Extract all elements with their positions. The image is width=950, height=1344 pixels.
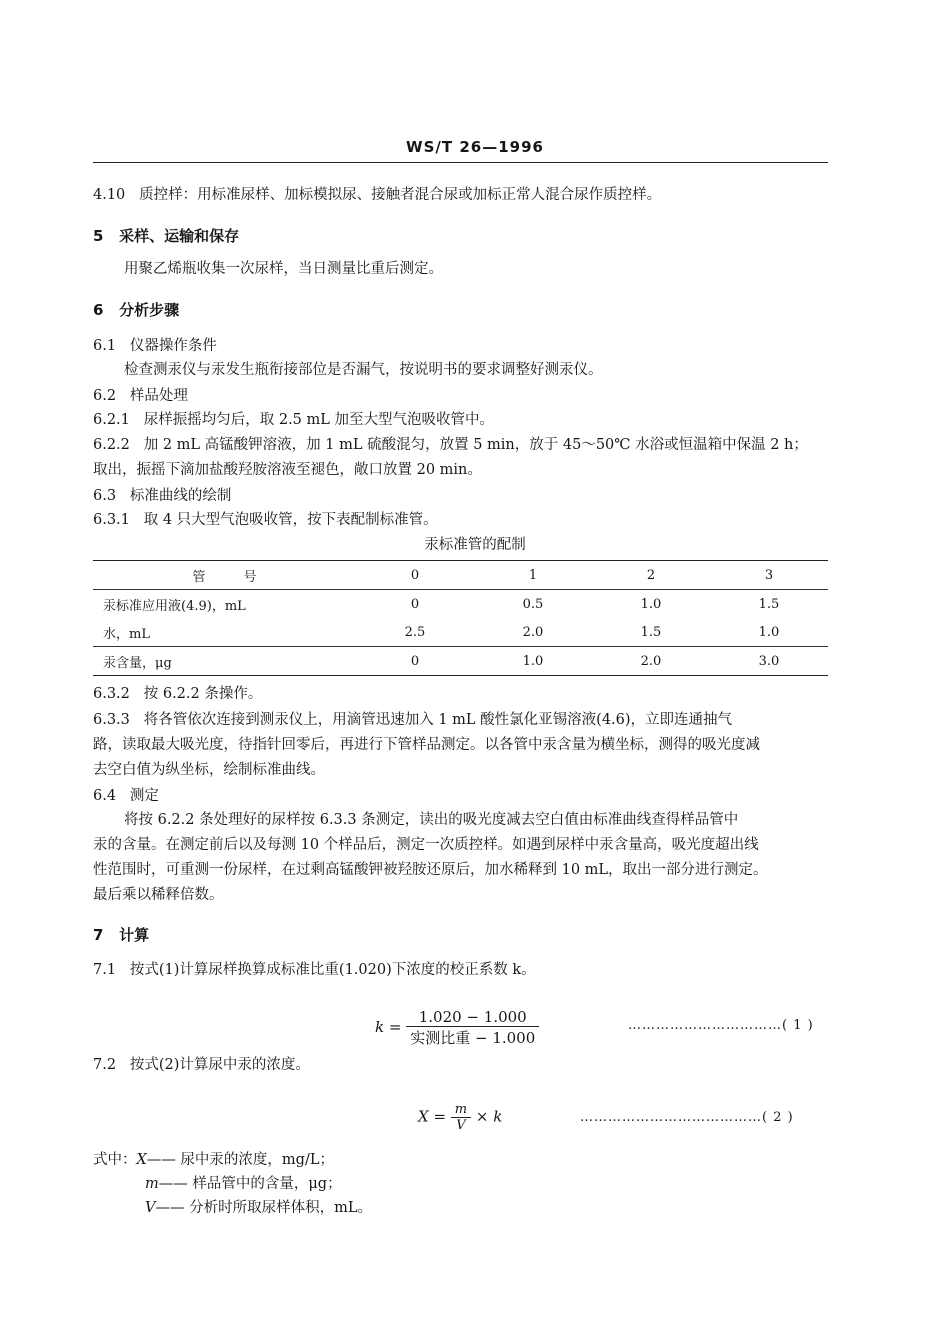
formula-1-fraction xyxy=(406,1008,539,1048)
clause-text: 质控样：用标准尿样、加标模拟尿、接触者混合尿或加标正常人混合尿作质控样。 xyxy=(139,187,662,203)
section-7-heading xyxy=(93,924,149,945)
clause-7-2 xyxy=(93,1055,310,1075)
clause-text: 按式(1)计算尿样换算成标准比重(1.020)下浓度的校正系数 k。 xyxy=(129,962,536,978)
formula-2-number: ( 2 ) xyxy=(762,1110,794,1125)
table-cell: 0 xyxy=(356,590,474,619)
table-row-label: 水，mL xyxy=(103,626,150,642)
clause-6-3-1 xyxy=(93,510,438,530)
formula-2-numerator: m xyxy=(451,1102,471,1118)
clause-title: 样品处理 xyxy=(129,388,188,404)
clause-6-4-line-2: 汞的含量。在测定前后以及每测 10 个样品后，测定一次质控样。如遇到尿样中汞含量高，吸光度超出线 xyxy=(93,837,759,853)
clause-6-3-3-line-3: 去空白值为纵坐标，绘制标准曲线。 xyxy=(93,762,325,778)
table-header-cell: 3 xyxy=(710,561,828,590)
legend-desc: —— 尿中汞的浓度，mg/L； xyxy=(146,1152,334,1168)
formula-2-lhs: X = xyxy=(418,1107,447,1126)
clause-number: 6.2.1 xyxy=(93,412,130,428)
clause-6-2-heading xyxy=(93,386,188,406)
formula-1 xyxy=(375,1008,539,1048)
table-caption: 汞标准管的配制 xyxy=(424,537,526,553)
table-cell: 0.5 xyxy=(474,590,592,619)
clause-text: 取 4 只大型气泡吸收管，按下表配制标准管。 xyxy=(143,512,438,528)
section-title: 计算 xyxy=(119,926,150,944)
table-cell: 2.5 xyxy=(404,624,426,640)
legend-symbol: V xyxy=(145,1200,156,1216)
standard-tube-table xyxy=(93,560,828,676)
table-row-label: 汞标准应用液(4.9)，mL xyxy=(93,590,356,619)
clause-6-2-2-line-2: 取出，振摇下滴加盐酸羟胺溶液至褪色，敞口放置 20 min。 xyxy=(93,462,482,478)
clause-number: 6.4 xyxy=(93,788,117,804)
table-header-label: 管号 xyxy=(93,561,356,590)
table-cell: 1.0 xyxy=(592,590,710,619)
section-title: 分析步骤 xyxy=(119,301,180,319)
clause-6-4-heading xyxy=(93,786,159,806)
section-5-heading xyxy=(93,225,239,246)
clause-6-1-paragraph: 检查测汞仪与汞发生瓶衔接部位是否漏气，按说明书的要求调整好测汞仪。 xyxy=(124,362,603,378)
table-cell: 3.0 xyxy=(710,647,828,676)
legend-desc: —— 样品管中的含量，μg； xyxy=(158,1176,342,1192)
table-cell: 2.0 xyxy=(592,647,710,676)
clause-number: 7.1 xyxy=(93,962,117,978)
clause-6-3-heading xyxy=(93,486,231,506)
table-header-cell: 0 xyxy=(356,561,474,590)
clause-6-4-line-3: 性范围时，可重测一份尿样，在过剩高锰酸钾被羟胺还原后，加水稀释到 10 mL，取出一部分进行测定。 xyxy=(93,862,768,878)
formula-2 xyxy=(418,1102,502,1133)
clause-6-2-1 xyxy=(93,410,494,430)
clause-number: 6.1 xyxy=(93,338,117,354)
clause-title: 标准曲线的绘制 xyxy=(129,488,232,504)
clause-title: 测定 xyxy=(129,788,159,804)
section-number: 7 xyxy=(93,926,104,944)
table-row xyxy=(93,590,828,619)
legend-symbol: X xyxy=(136,1152,147,1168)
table-header-cell: 1 xyxy=(474,561,592,590)
table-cell: 1.5 xyxy=(640,624,662,640)
table-row xyxy=(93,618,828,647)
clause-number: 6.3.1 xyxy=(93,512,130,528)
table-cell: 1.0 xyxy=(758,624,780,640)
legend-symbol: m xyxy=(145,1176,159,1192)
table-cell: 0 xyxy=(356,647,474,676)
clause-number: 6.3.3 xyxy=(93,712,130,728)
section-title: 采样、运输和保存 xyxy=(119,227,240,245)
clause-6-4-line-1: 将按 6.2.2 条处理好的尿样按 6.3.3 条测定，读出的吸光度减去空白值由标准曲线查得样品管中 xyxy=(124,812,739,828)
formula-1-lhs: k = xyxy=(375,1018,402,1036)
clause-6-3-3-line-2: 路，读取最大吸光度，待指针回零后，再进行下管样品测定。以各管中汞含量为横坐标，测得的吸光度减 xyxy=(93,737,760,753)
standard-number: WS/T 26—1996 xyxy=(406,138,544,156)
clause-number: 6.2.2 xyxy=(93,437,130,453)
clause-6-1-heading xyxy=(93,336,217,356)
table-cell: 2.0 xyxy=(522,624,544,640)
clause-6-2-2-line-1 xyxy=(93,435,808,455)
clause-text: 按 6.2.2 条操作。 xyxy=(143,686,263,702)
clause-number: 6.3 xyxy=(93,488,117,504)
table-row-label: 汞含量，μg xyxy=(93,647,356,676)
clause-text: 加 2 mL 高锰酸钾溶液，加 1 mL 硫酸混匀，放置 5 min，放于 45～50℃ 水浴或恒温箱中保温 2 h； xyxy=(143,437,808,453)
formula-2-fraction xyxy=(451,1102,471,1133)
table-cell: 1.5 xyxy=(710,590,828,619)
clause-number: 4.10 xyxy=(93,187,126,203)
table-row xyxy=(93,647,828,676)
clause-6-4-line-4: 最后乘以稀释倍数。 xyxy=(93,887,224,903)
table-cell: 1.0 xyxy=(474,647,592,676)
clause-text: 将各管依次连接到测汞仪上，用滴管迅速加入 1 mL 酸性氯化亚锡溶液(4.6)，立即连通抽气 xyxy=(143,712,733,728)
legend-intro: 式中： xyxy=(93,1152,137,1168)
legend-line-1 xyxy=(93,1150,334,1170)
clause-number: 6.3.2 xyxy=(93,686,130,702)
legend-desc: —— 分析时所取尿样体积，mL。 xyxy=(155,1200,372,1216)
clause-7-1 xyxy=(93,960,536,980)
formula-1-leader: ……………………………( 1 ) xyxy=(628,1018,814,1033)
legend-line-3 xyxy=(145,1198,372,1218)
legend-line-2 xyxy=(145,1174,342,1194)
header-rule xyxy=(93,162,828,163)
formula-1-denominator: 实测比重 − 1.000 xyxy=(410,1029,536,1047)
formula-2-rhs: × k xyxy=(475,1107,503,1126)
clause-number: 7.2 xyxy=(93,1057,117,1073)
clause-6-3-3-line-1 xyxy=(93,710,732,730)
formula-2-denominator: V xyxy=(456,1118,466,1133)
section-number: 6 xyxy=(93,301,104,319)
clause-text: 尿样振摇均匀后，取 2.5 mL 加至大型气泡吸收管中。 xyxy=(143,412,494,428)
section-6-heading xyxy=(93,299,179,320)
clause-title: 仪器操作条件 xyxy=(129,338,217,354)
formula-1-numerator: 1.020 − 1.000 xyxy=(406,1008,539,1027)
formula-1-number: ( 1 ) xyxy=(782,1018,814,1033)
section-number: 5 xyxy=(93,227,104,245)
formula-2-leader: …………………………………( 2 ) xyxy=(580,1110,794,1125)
clause-6-3-2 xyxy=(93,684,262,704)
table-header-row xyxy=(93,561,828,590)
clause-number: 6.2 xyxy=(93,388,117,404)
clause-text: 按式(2)计算尿中汞的浓度。 xyxy=(129,1057,310,1073)
section-5-paragraph: 用聚乙烯瓶收集一次尿样，当日测量比重后测定。 xyxy=(124,261,443,277)
clause-4-10 xyxy=(93,185,661,205)
table-header-cell: 2 xyxy=(592,561,710,590)
